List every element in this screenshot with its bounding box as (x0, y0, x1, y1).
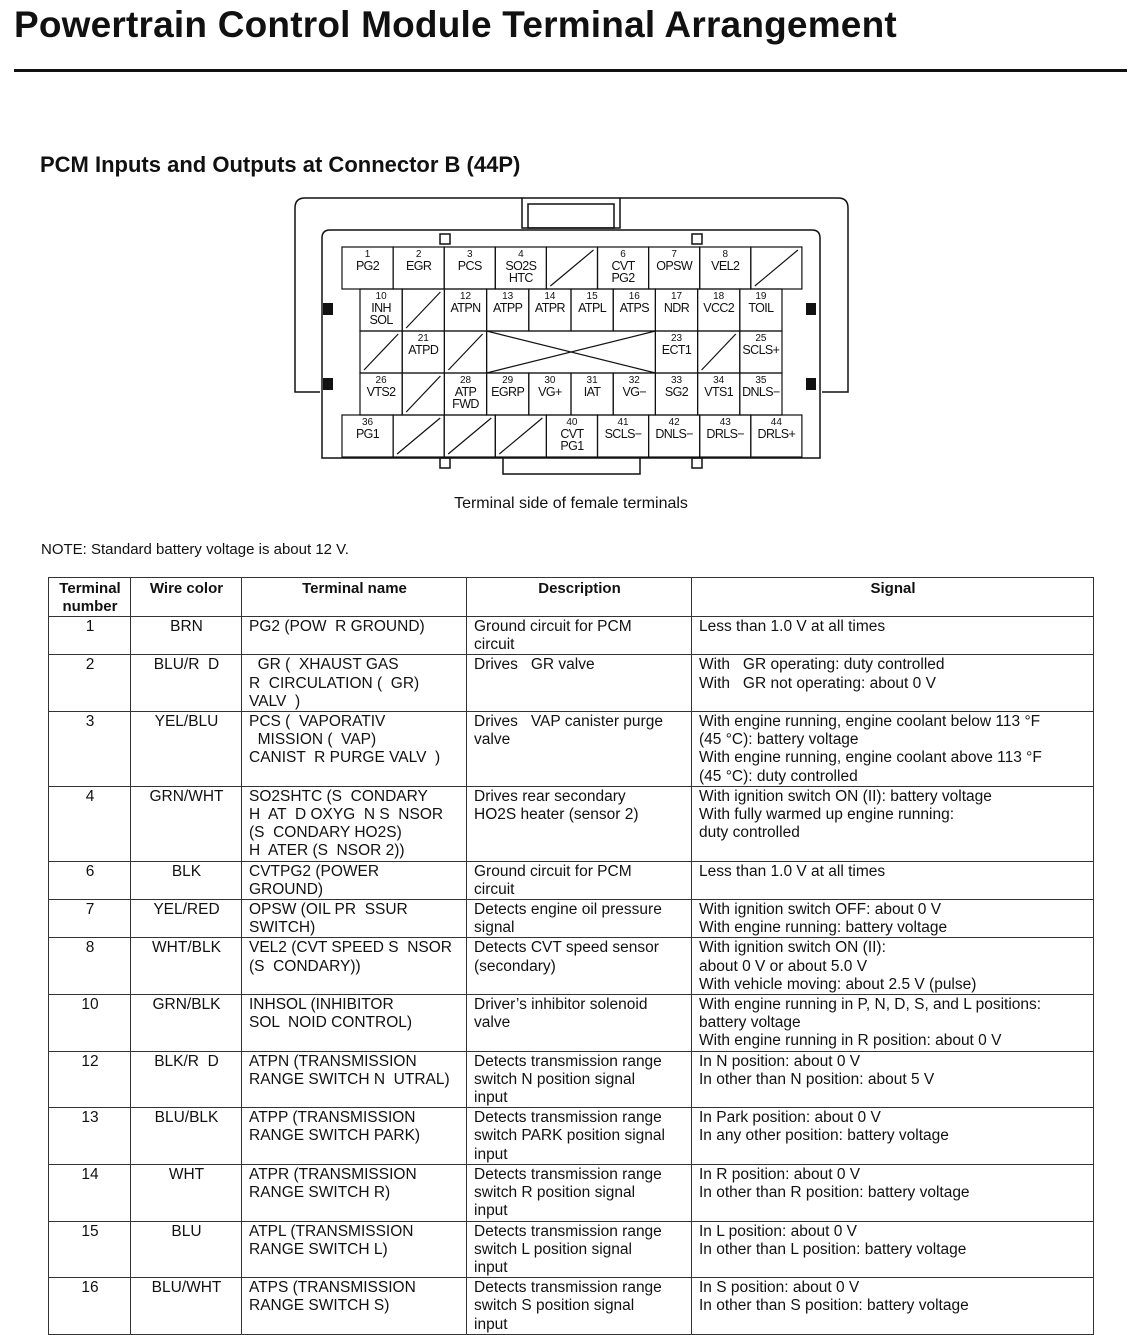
cell-line: Terminal (59, 580, 121, 597)
table-row (49, 900, 1094, 938)
cell-line: H AT D OXYG N S NSOR (249, 806, 444, 824)
cell-line: ATPP (TRANSMISSION (249, 1109, 416, 1127)
terminal-signal-label: ATPS (619, 301, 649, 315)
cell-line: Detects transmission range (474, 1279, 662, 1297)
terminal-number: 13 (49, 1108, 131, 1165)
signal (692, 655, 1094, 712)
table-row (49, 1221, 1094, 1278)
cell-line: (S CONDARY HO2S) (249, 824, 402, 842)
unused-terminal-slash (550, 250, 593, 286)
table-header-row (49, 578, 1094, 617)
unused-terminal-slash (499, 418, 542, 454)
cell-line: PG2 (POW R GROUND) (249, 618, 425, 635)
table-row (49, 617, 1094, 655)
description (467, 655, 692, 712)
cell-line: VEL2 (CVT SPEED S NSOR (249, 939, 452, 957)
description (467, 1221, 692, 1278)
signal (692, 1164, 1094, 1221)
terminal-number-label: 35 (755, 375, 767, 386)
terminal-signal-label: EGR (406, 259, 432, 273)
cell-line: GROUND) (249, 880, 324, 898)
terminal-name (242, 995, 467, 1052)
signal (692, 861, 1094, 899)
terminal-number: 15 (49, 1221, 131, 1278)
table-row (49, 938, 1094, 995)
cell-line: switch S position signal (474, 1297, 635, 1315)
description (467, 786, 692, 861)
terminal-signal-label: HTC (508, 271, 533, 285)
terminal-number-label: 10 (375, 291, 387, 302)
cell-line: input (474, 1145, 508, 1163)
terminal-number-label: 26 (375, 375, 387, 386)
cell-line: valve (474, 731, 511, 749)
cell-line: Drives VAP canister purge (474, 713, 663, 731)
terminal-number-label: 8 (722, 249, 729, 260)
cell-line: (45 °C): duty controlled (699, 767, 858, 785)
terminal-number-label: 18 (713, 291, 725, 302)
terminal-number-label: 14 (544, 291, 556, 302)
table-row (49, 995, 1094, 1052)
cell-line: With engine running in R position: about 0 V (699, 1032, 1002, 1050)
connector-diagram (0, 0, 1134, 490)
cell-line: ATPL (TRANSMISSION (249, 1222, 414, 1240)
table-row (49, 655, 1094, 712)
cell-line: input (474, 1089, 508, 1107)
signal (692, 1221, 1094, 1278)
wire-color: WHT/BLK (131, 938, 242, 995)
terminal-name (242, 1164, 467, 1221)
cell-line: Drives GR valve (474, 656, 595, 674)
cell-line: SWITCH) (249, 919, 316, 937)
cell-line: Less than 1.0 V at all times (699, 862, 886, 880)
table-row (49, 786, 1094, 861)
cell-line: Ground circuit for PCM (474, 862, 632, 880)
terminal-number: 10 (49, 995, 131, 1052)
table-row (49, 1278, 1094, 1335)
cell-line: input (474, 1202, 508, 1220)
column-header (49, 578, 131, 617)
signal (692, 786, 1094, 861)
unused-terminal-slash (448, 334, 482, 370)
unused-terminal-slash (397, 418, 440, 454)
terminal-number-label: 1 (364, 249, 371, 260)
cell-line: Drives rear secondary (474, 787, 626, 805)
cell-line: input (474, 1258, 508, 1276)
terminal-signal-label: IAT (583, 385, 601, 399)
terminal-signal-label: PG2 (611, 271, 635, 285)
cell-line: (secondary) (474, 957, 556, 975)
unused-terminal-slash (755, 250, 798, 286)
terminal-name (242, 938, 467, 995)
description (467, 1108, 692, 1165)
terminal-number-label: 34 (713, 375, 725, 386)
cell-line: With fully warmed up engine running: (699, 806, 955, 824)
terminal-number-label: 12 (459, 291, 472, 302)
cell-line: valve (474, 1014, 511, 1032)
terminal-number-label: 41 (617, 417, 629, 428)
terminal-signal-label: PCS (457, 259, 482, 273)
cell-line: R CIRCULATION ( GR) (249, 674, 420, 692)
cell-line: circuit (474, 880, 515, 898)
cell-line: With engine running, engine coolant below 113 °F (699, 713, 1041, 731)
terminal-signal-label: DRLS− (706, 427, 745, 441)
cell-line: In R position: about 0 V (699, 1165, 861, 1183)
terminal-number-label: 43 (719, 417, 731, 428)
terminal-signal-label: VTS2 (366, 385, 396, 399)
cell-line: ATPR (TRANSMISSION (249, 1165, 417, 1183)
table-row (49, 861, 1094, 899)
terminal-number-label: 7 (671, 249, 677, 260)
terminal-signal-label: PG2 (355, 259, 380, 273)
cell-line: INHSOL (INHIBITOR (249, 996, 394, 1014)
terminal-number: 1 (49, 617, 131, 655)
cell-line: With engine running, engine coolant above 113 °F (699, 749, 1042, 767)
cell-line: Detects transmission range (474, 1052, 662, 1070)
terminal-number-label: 42 (668, 417, 680, 428)
cell-line: RANGE SWITCH PARK) (249, 1127, 421, 1145)
terminal-signal-label: DRLS+ (757, 427, 796, 441)
wire-color: GRN/BLK (131, 995, 242, 1052)
terminal-signal-label: CVT (611, 259, 635, 273)
terminal-number: 16 (49, 1278, 131, 1335)
cell-line: switch R position signal (474, 1184, 636, 1202)
wire-color: GRN/WHT (131, 786, 242, 861)
terminal-signal-label: VG− (622, 385, 647, 399)
terminal-name (242, 1278, 467, 1335)
terminal-signal-label: DNLS− (655, 427, 693, 441)
terminal-signal-label: VG+ (538, 385, 562, 399)
cell-line: With GR operating: duty controlled (699, 656, 945, 674)
terminal-table (48, 577, 1094, 1335)
column-header (692, 578, 1094, 617)
terminal-number-label: 6 (620, 249, 626, 260)
terminal-number-label: 33 (670, 375, 683, 386)
cell-line: Detects transmission range (474, 1222, 662, 1240)
terminal-signal-label: ATPN (450, 301, 481, 315)
terminal-name (242, 1051, 467, 1108)
cell-line: In L position: about 0 V (699, 1222, 857, 1240)
terminal-signal-label: ATPR (534, 301, 565, 315)
left-latch (323, 303, 333, 315)
terminal-signal-label: CVT (560, 427, 584, 441)
cell-line: Detects engine oil pressure (474, 901, 662, 919)
description (467, 900, 692, 938)
terminal-number-label: 28 (459, 375, 472, 386)
cell-line: circuit (474, 636, 515, 654)
cell-line: Less than 1.0 V at all times (699, 618, 886, 635)
terminal-number-label: 19 (755, 291, 767, 302)
terminal-number-label: 29 (502, 375, 514, 386)
cell-line: GR ( XHAUST GAS (249, 656, 399, 674)
column-header (242, 578, 467, 617)
description (467, 1278, 692, 1335)
cell-line: VALV ) (249, 692, 301, 710)
cell-line: RANGE SWITCH R) (249, 1184, 391, 1202)
cell-line: (45 °C): battery voltage (699, 731, 859, 749)
description (467, 617, 692, 655)
description (467, 1164, 692, 1221)
terminal-number-label: 25 (755, 333, 767, 344)
cell-line: With GR not operating: about 0 V (699, 674, 936, 692)
terminal-signal-label: SG2 (664, 385, 689, 399)
description (467, 861, 692, 899)
cell-line: With vehicle moving: about 2.5 V (pulse) (699, 975, 977, 993)
terminal-name (242, 786, 467, 861)
terminal-signal-label: ECT1 (661, 343, 692, 357)
terminal-number-label: 17 (670, 291, 683, 302)
wire-color: BLU/BLK (131, 1108, 242, 1165)
table-row (49, 1164, 1094, 1221)
terminal-number-label: 30 (544, 375, 556, 386)
signal (692, 900, 1094, 938)
cell-line: PCS ( VAPORATIV (249, 713, 386, 731)
cell-line: Terminal name (302, 580, 407, 597)
wire-color: BLK/R D (131, 1051, 242, 1108)
terminal-signal-label: SCLS− (604, 427, 642, 441)
cell-line: With ignition switch ON (II): (699, 939, 886, 957)
cell-line: HO2S heater (sensor 2) (474, 806, 639, 824)
unused-terminal-slash (448, 418, 491, 454)
cell-line: In other than R position: battery voltage (699, 1184, 970, 1202)
terminal-number: 3 (49, 712, 131, 787)
cell-line: With ignition switch OFF: about 0 V (699, 901, 942, 919)
terminal-number: 4 (49, 786, 131, 861)
terminal-number-label: 32 (628, 375, 640, 386)
terminal-signal-label: ATPD (408, 343, 439, 357)
signal (692, 995, 1094, 1052)
description (467, 1051, 692, 1108)
column-header (131, 578, 242, 617)
cell-line: battery voltage (699, 1014, 801, 1032)
cell-line: (S CONDARY)) (249, 957, 361, 975)
cell-line: Description (538, 580, 621, 597)
signal (692, 712, 1094, 787)
unused-terminal-slash (364, 334, 398, 370)
cell-line: input (474, 1315, 508, 1333)
terminal-signal-label: ATPP (493, 301, 523, 315)
terminal-name (242, 900, 467, 938)
cell-line: Ground circuit for PCM (474, 618, 632, 635)
signal (692, 1278, 1094, 1335)
terminal-number: 14 (49, 1164, 131, 1221)
cell-line: In other than S position: battery voltage (699, 1297, 969, 1315)
signal (692, 1108, 1094, 1165)
terminal-number-label: 23 (670, 333, 683, 344)
cell-line: H ATER (S NSOR 2)) (249, 842, 405, 860)
unused-terminal-slash (406, 376, 440, 412)
terminal-signal-label: VCC2 (703, 301, 735, 315)
terminal-signal-label: ATPL (578, 301, 607, 315)
cell-line: In Park position: about 0 V (699, 1109, 881, 1127)
terminal-signal-label: EGRP (491, 385, 525, 399)
connector-housing (295, 198, 522, 392)
cell-line: signal (474, 919, 515, 937)
terminal-number-label: 31 (586, 375, 598, 386)
cell-line: Detects transmission range (474, 1109, 662, 1127)
connector-lock-tab (522, 198, 620, 228)
terminal-number: 12 (49, 1051, 131, 1108)
cell-line: With engine running: battery voltage (699, 919, 948, 937)
terminal-number: 2 (49, 655, 131, 712)
terminal-signal-label: SCLS+ (742, 343, 780, 357)
terminal-signal-label: INH (371, 301, 391, 315)
cell-line: With ignition switch ON (II): battery voltage (699, 787, 992, 805)
cell-line: MISSION ( VAP) (249, 731, 377, 749)
wire-color: BRN (131, 617, 242, 655)
cell-line: duty controlled (699, 824, 800, 842)
note-text: NOTE: Standard battery voltage is about 12 V. (41, 541, 349, 558)
terminal-name (242, 1221, 467, 1278)
cell-line: Driver’s inhibitor solenoid (474, 996, 648, 1014)
terminal-name (242, 617, 467, 655)
terminal-signal-label: SO2S (505, 259, 537, 273)
terminal-signal-label: TOIL (748, 301, 774, 315)
terminal-number: 7 (49, 900, 131, 938)
wire-color: BLK (131, 861, 242, 899)
wire-color: BLU/R D (131, 655, 242, 712)
right-latch (806, 303, 816, 315)
cell-line: about 0 V or about 5.0 V (699, 957, 868, 975)
terminal-name (242, 861, 467, 899)
page-title: Powertrain Control Module Terminal Arrangement (14, 4, 897, 45)
terminal-name (242, 712, 467, 787)
signal (692, 617, 1094, 655)
table-row (49, 712, 1094, 787)
cell-line: In any other position: battery voltage (699, 1127, 949, 1145)
terminal-number-label: 40 (566, 417, 578, 428)
description (467, 712, 692, 787)
description (467, 995, 692, 1052)
terminal-number-label: 21 (417, 333, 429, 344)
column-header (467, 578, 692, 617)
cell-line: RANGE SWITCH N UTRAL) (249, 1070, 450, 1088)
signal (692, 938, 1094, 995)
wire-color: BLU/WHT (131, 1278, 242, 1335)
cell-line: Signal (870, 580, 916, 597)
terminal-number: 6 (49, 861, 131, 899)
cell-line: switch L position signal (474, 1240, 632, 1258)
signal (692, 1051, 1094, 1108)
cell-line: ATPN (TRANSMISSION (249, 1052, 417, 1070)
terminal-number-label: 44 (770, 417, 782, 428)
terminal-signal-label: DNLS− (742, 385, 780, 399)
terminal-number-label: 3 (466, 249, 473, 260)
wire-color: BLU (131, 1221, 242, 1278)
description (467, 938, 692, 995)
cell-line: Detects CVT speed sensor (474, 939, 659, 957)
terminal-number-label: 36 (361, 417, 374, 428)
cell-line: number (62, 598, 118, 615)
wire-color: YEL/RED (131, 900, 242, 938)
terminal-signal-label: SOL (369, 313, 393, 327)
cell-line: In other than N position: about 5 V (699, 1070, 935, 1088)
terminal-number-label: 15 (586, 291, 598, 302)
terminal-signal-label: VEL2 (711, 259, 740, 273)
cell-line: SO2SHTC (S CONDARY (249, 787, 428, 805)
table-row (49, 1108, 1094, 1165)
cell-line: Wire color (149, 580, 224, 597)
unused-terminal-slash (702, 334, 736, 370)
terminal-signal-label: PG1 (560, 439, 584, 453)
cell-line: Detects transmission range (474, 1165, 662, 1183)
cell-line: ATPS (TRANSMISSION (249, 1279, 416, 1297)
section-title: PCM Inputs and Outputs at Connector B (44P) (40, 152, 521, 177)
cell-line: CVTPG2 (POWER (249, 862, 380, 880)
cell-line: CANIST R PURGE VALV ) (249, 749, 441, 767)
terminal-number-label: 13 (502, 291, 514, 302)
unused-terminal-slash (406, 292, 440, 328)
terminal-signal-label: NDR (663, 301, 690, 315)
terminal-name (242, 655, 467, 712)
terminal-signal-label: ATP (454, 385, 477, 399)
table-row (49, 1051, 1094, 1108)
wire-color: YEL/BLU (131, 712, 242, 787)
cell-line: In S position: about 0 V (699, 1279, 860, 1297)
terminal-number-label: 2 (415, 249, 422, 260)
terminal-signal-label: VTS1 (704, 385, 734, 399)
terminal-number: 8 (49, 938, 131, 995)
cell-line: switch N position signal (474, 1070, 636, 1088)
cell-line: With engine running in P, N, D, S, and L positions: (699, 996, 1042, 1014)
cell-line: In N position: about 0 V (699, 1052, 861, 1070)
terminal-number-label: 4 (518, 249, 524, 260)
cell-line: OPSW (OIL PR SSUR (249, 901, 408, 919)
terminal-signal-label: OPSW (656, 259, 693, 273)
terminal-name (242, 1108, 467, 1165)
terminal-signal-label: PG1 (355, 427, 380, 441)
terminal-number-label: 16 (628, 291, 640, 302)
cell-line: SOL NOID CONTROL) (249, 1014, 413, 1032)
cell-line: RANGE SWITCH S) (249, 1297, 390, 1315)
cell-line: RANGE SWITCH L) (249, 1240, 388, 1258)
cell-line: switch PARK position signal (474, 1127, 665, 1145)
diagram-caption: Terminal side of female terminals (454, 495, 688, 512)
terminal-signal-label: FWD (452, 397, 479, 411)
cell-line: In other than L position: battery voltage (699, 1240, 967, 1258)
wire-color: WHT (131, 1164, 242, 1221)
